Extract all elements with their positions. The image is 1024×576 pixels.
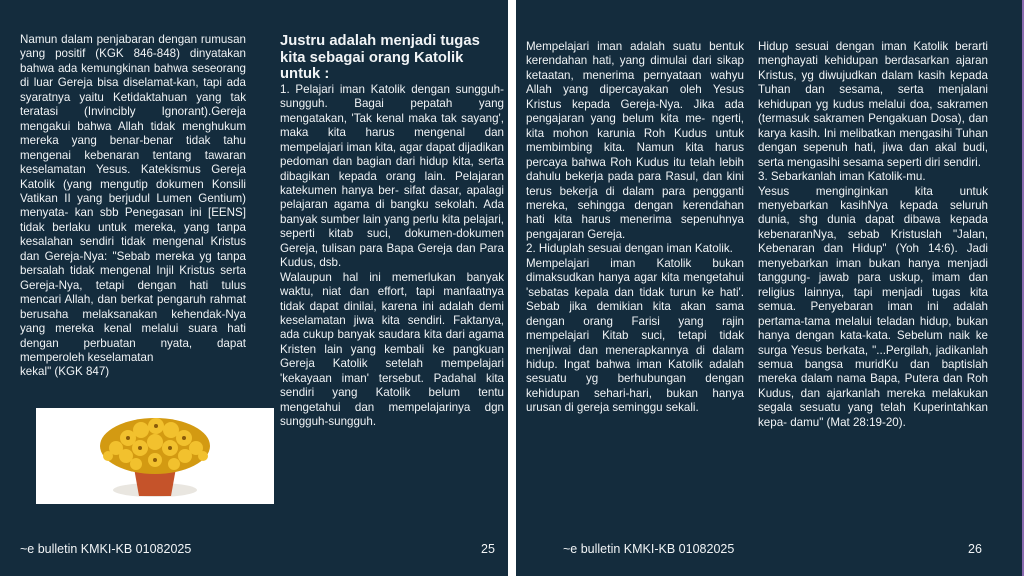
column-2 [280, 33, 504, 430]
column-1 [20, 33, 246, 380]
col4-paragraph-1: Hidup sesuai dengan iman Katolik berarti menghayati kehidupan berdasarkan ajaran Kristus, yg diwujudkan dalam kasih kepada Tuhan dan sesama, serta menjalani kehidupan yg kudus melalui doa, sakramen (termasuk sakramen Pengakuan Dosa), dan karya kasih. Ini melibatkan mengasihi Tuhan dengan sepenuh hati, jiwa dan akal budi, serta mengasihi sesama seperti diri sendiri. [758, 40, 988, 169]
page-number-right: 26 [968, 542, 982, 556]
column-4 [758, 40, 988, 430]
col3-paragraph-3: Mempelajari iman Katolik bukan dimaksudkan hanya agar kita mengetahui 'sebatas kepala dan tidak turun ke hati'. Sebab jika demikian kita akan sama dengan orang Farisi yang rajin mempelajari Kitab suci, tetapi tidak menjiwai dan menerapkannya di dalam hidup. Ingat bahwa iman Katolik adalah sesuatu yg berhubungan dengan kehidupan sehari-hari, bukan hanya urusan di gereja seminggu sekali. [526, 256, 744, 415]
col3-paragraph-2: 2. Hiduplah sesuai dengan iman Katolik. [526, 242, 733, 256]
column-3 [526, 40, 744, 416]
col3-paragraph-1: Mempelajari iman adalah suatu bentuk kerendahan hati, yang dimulai dari sikap ketaatan, menerima pernyataan wahyu Allah yang dipercayakan oleh Yesus Kristus kepada Gereja-Nya. Jika ada pengajaran yang belum kita me- ngerti, kita mohon karunia Roh Kudus untuk membimbing kita. Namun kita harus percaya bahwa Roh Kudus itu telah lebih dahulu bekerja pada para Rasul, dan kini terus bekerja di dalam para pengganti mereka, sehingga dengan kerendahan hati kita harus menerima sepenuhnya pengajaran Gereja. [526, 40, 744, 241]
col4-paragraph-2: 3. Sebarkanlah iman Katolik-mu. [758, 170, 926, 184]
footer-bulletin-left: ~e bulletin KMKI-KB 01082025 [20, 542, 192, 556]
page-left [0, 0, 508, 576]
col2-paragraph-1: 1. Pelajari iman Katolik dengan sungguh-sungguh. Bagai pepatah yang mengatakan, 'Tak kenal maka tak sayang', maka kita harus mengenal dan mempelajari iman kita, agar dapat dijadikan pedoman dan bagian dari hidup kita, serta dibagikan kepada orang lain. Pelajaran katekumen hanya ber- sifat dasar, apalagi pelajaran agama di bangku sekolah. Ada banyak sumber lain yang perlu kita pelajari, seperti kitab suci, dokumen-dokumen Gereja, tulisan para Bapa Gereja dan Para Kudus, dsb. [280, 82, 504, 270]
col1-last-line: kekal" (KGK 847) [20, 365, 110, 379]
flower-pot-image [36, 408, 274, 504]
page-right [516, 0, 1024, 576]
col4-paragraph-3: Yesus menginginkan kita untuk menyebarkan kasihNya kepada seluruh dunia, shg dunia dapat dibawa kepada kebenaranNya, sebab Kristuslah "Jalan, Kebenaran dan Hidup" (Yoh 14:6). Jadi menyebarkan iman bukan hanya menjadi tanggung- jawab para uskup, imam dan religius lainnya, tapi menjadi tugas kita semua. Penyebaran iman ini adalah pertama-tama melalui teladan hidup, bukan hanya dengan kata-kata. Sebelum naik ke surga Yesus berkata, "...Pergilah, jadikanlah semua bangsa muridKu dan baptislah mereka dalam nama Bapa, Putera dan Roh Kudus, dan ajarkanlah mereka melakukan segala sesuatu yang telah Kuperintahkan kepa- damu" (Mat 28:19-20). [758, 184, 988, 429]
footer-bulletin-right: ~e bulletin KMKI-KB 01082025 [563, 542, 735, 556]
page-number-left: 25 [481, 542, 495, 556]
flower-pot-icon [36, 408, 274, 504]
col1-paragraph: Namun dalam penjabaran dengan rumusan yang positif (KGK 846-848) dinyatakan bahwa ada kemungkinan bahwa seseorang di luar Gereja bisa diselamat-kan, tapi ada syaratnya yaitu Ketidaktahuan yang tak teratasi (Invincibly Ignorant).Gereja mengakui bahwa Allah tidak menghukum mereka yang benar-benar tidak tahu mengenai kebenaran tentang tawaran keselamatan Yesus. Katekismus Gereja Katolik (yang mengutip dokumen Konsili Vatikan II yang berjudul Lumen Gentium) menyata- kan sbb Penegasan ini [EENS] tidak berlaku untuk mereka, yang tanpa kesalahan sendiri tidak mengenal Kristus dan Gereja-Nya: "Sebab mereka yg tanpa bersalah tidak mengenal Injil Kristus serta Gereja-Nya, tetapi dengan hati tulus mencari Allah, dan berkat pengaruh rahmat berusaha melaksanakan kehendak-Nya yang mereka kenal melalui suara hati dengan perbuatan nyata, dapat memperoleh keselamatan [20, 33, 246, 364]
section-heading: Justru adalah menjadi tugas kita sebagai orang Katolik untuk : [280, 33, 480, 83]
col2-paragraph-2: Walaupun hal ini memerlukan banyak waktu, niat dan effort, tapi manfaatnya tidak dapat dinilai, karena ini adalah demi keselamatan jiwa kita sendiri. Faktanya, ada cukup banyak saudara kita dari agama Kristen lain yang kembali ke pangkuan Gereja Katolik setelah mempelajari 'kekayaan iman' tersebut. Padahal kita sendiri yang Katolik belum tentu mengetahui dan mempelajarinya dgn sungguh-sungguh. [280, 270, 504, 429]
